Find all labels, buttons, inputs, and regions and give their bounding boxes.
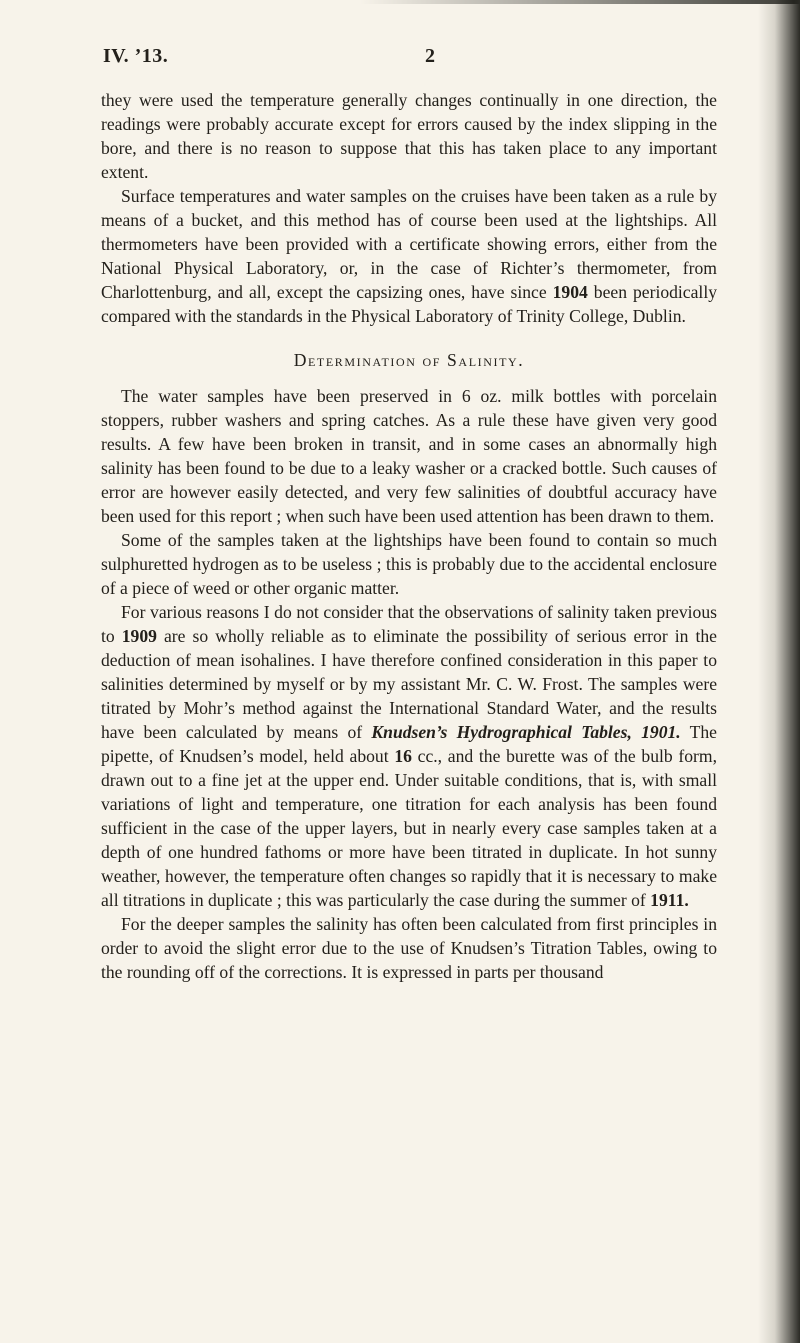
page-number: 2 — [425, 45, 436, 67]
text-run: The water samples have been preserved in 6 oz. milk bottles with porcelain stoppers, rubber washers and spring catches. As a rule these have given very good results. A few have been broken in transit, and in some cases an abnormally high salinity has been found to be due to a leaky washer or a cracked bottle. Such causes of error are however easily detected, and very few salinities of doubtful accuracy have been used for this report ; when such have been used attention has been drawn to them. — [101, 386, 717, 526]
text-run: cc., and the burette was of the bulb form, drawn out to a fine jet at the upper end. Under suitable conditions, that is, with small variations of light and temperature, one titration for each analysis has been found sufficient in the case of the upper layers, but in nearly every case samples taken at a depth of one hundred fathoms or more have been titrated in duplicate. In hot sunny weather, however, the temperature often changes so rapidly that it is necessary to make all titrations in duplicate ; this was particularly the case during the summer of — [101, 746, 717, 910]
text-run: Some of the samples taken at the lightships have been found to contain so much sulphuretted hydrogen as to be useless ; this is probably due to the accidental enclosure of a piece of weed or other organic matter. — [101, 530, 717, 598]
paragraph — [101, 528, 717, 600]
page-edge-line — [360, 0, 800, 4]
section-heading: Determination of Salinity. — [293, 350, 525, 370]
text-run: been periodically compared with the standards in the Physical Laboratory of Trinity College, Dublin. — [101, 282, 718, 326]
numeral: 16 — [394, 746, 412, 766]
numeral: 1904 — [552, 282, 588, 302]
running-head: IV. ’13. — [103, 45, 169, 67]
text-run: For various reasons I do not consider that the observations of salinity taken previous to — [101, 602, 717, 646]
numeral: 1911. — [650, 890, 689, 910]
paragraph — [101, 912, 717, 984]
text-run: The pipette, of Knudsen’s model, held about — [101, 722, 717, 766]
binding-shadow — [758, 0, 800, 1343]
text-run: For the deeper samples the salinity has often been calculated from first principles in order to avoid the slight error due to the use of Knudsen’s Titration Tables, owing to the rounding off of the corrections. It is expressed in parts per thousand — [101, 914, 717, 982]
text-run: they were used the temperature generally changes continually in one direction, the readings were probably accurate except for errors caused by the index slipping in the bore, and there is no reason to suppose that this has taken place to any important extent. — [101, 90, 717, 182]
page-header — [103, 45, 723, 75]
paragraph — [101, 88, 717, 184]
body-text — [101, 88, 717, 984]
paragraph — [101, 184, 717, 328]
paragraph — [101, 600, 717, 912]
italic-title: Knudsen’s Hydrographical Tables, 1901. — [371, 722, 681, 742]
text-run: Surface temperatures and water samples on the cruises have been taken as a rule by means of a bucket, and this method has of course been used at the lightships. All thermometers have been provided with a certificate showing errors, either from the National Physical Laboratory, or, in the case of Richter’s thermometer, from Charlottenburg, and all, except the capsizing ones, have since — [101, 186, 717, 302]
numeral: 1909 — [121, 626, 157, 646]
paragraph — [101, 384, 717, 528]
text-run: are so wholly reliable as to eliminate the possibility of serious error in the deduction of mean isohalines. I have therefore confined consideration in this paper to salinities determined by myself or by my assistant Mr. C. W. Frost. The samples were titrated by Mohr’s method against the International Standard Water, and the results have been calculated by means of — [101, 626, 717, 742]
